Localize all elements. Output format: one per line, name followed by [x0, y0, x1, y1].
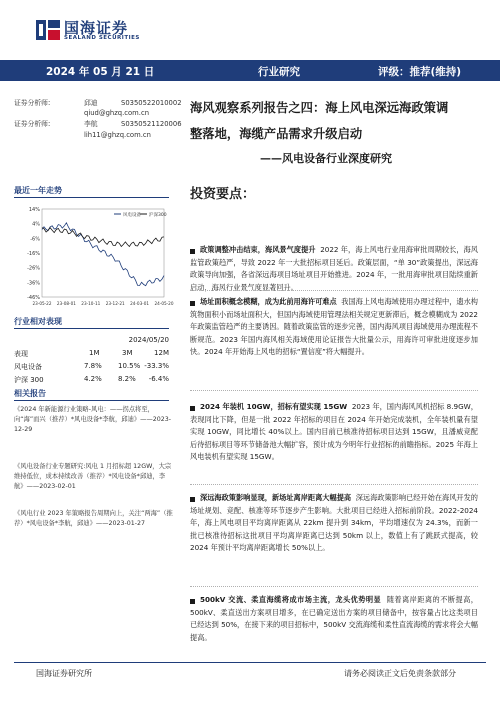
divider: [190, 586, 478, 587]
plot-frame: [42, 209, 164, 297]
x-tick-label: 23-10-11: [81, 301, 101, 306]
footer-rule: [14, 662, 486, 663]
related-report-1[interactable]: 《2024 年新能源行业策略-风电：——拐点将至，向“海”而兴（推荐）*风电设备*李航，邱迪》——2023-12-29: [14, 406, 172, 433]
report-subtitle: ——风电设备行业深度研究: [260, 152, 392, 165]
related-report-3[interactable]: 《风电行业 2023 年策略报告周期向上，关注“两海”（推荐）*风电设备*李航，邱迪》——2023-01-27: [14, 510, 173, 527]
perf-table: [14, 334, 169, 386]
legend-label: 沪深300: [149, 213, 167, 218]
report-date: 2024 年 05 月 21 日: [46, 66, 155, 78]
perf-rule: [14, 328, 169, 329]
company-logo-icon: [36, 18, 60, 42]
legend-label: 风电设备: [123, 213, 141, 218]
company-logo-text: 国海证券: [64, 19, 129, 37]
y-tick-label: -36%: [27, 280, 40, 287]
divider: [190, 484, 478, 485]
trend-rule: [14, 197, 169, 198]
related-heading: 相关报告: [14, 389, 46, 398]
key-points-heading: 投资要点：: [190, 187, 256, 202]
trend-chart: [18, 205, 174, 310]
perf-row-index: 沪深 300 4.2% 8.2% -6.4%: [14, 375, 169, 384]
x-tick-label: 24-03-01: [130, 301, 150, 306]
y-tick-label: 14%: [28, 207, 40, 213]
x-tick-label: 23-08-01: [56, 301, 76, 306]
perf-header-row: 表现 1M 3M 12M: [14, 349, 169, 358]
related-report-2[interactable]: 《风电设备行业专题研究:风电 1 月招标超 12GW，大宗维持低位，成本持续改善（推荐）*风电设备*邱迪，李航》——2023-02-01: [14, 463, 172, 490]
report-type: 行业研究: [258, 66, 300, 78]
key-point-2: 场址面积概念模糊，成为此前用海许可难点 我国海上风电海域使用办理过程中，遗水构筑物面积小而场址面积大，但国内海域使用管理法相关规定更新滞后，概念模糊成为 2022 年政策监管趋严的主要诱因。随着政策监管的逐步完善，国内海风项目海域使用办理流程不断规范。2023 年国内海风相关海域使用论证报告大批量公示，用海许可审批进度逐步加快。2024 年开始海上风电的招标“置信度”将大幅提升。: [190, 297, 478, 356]
y-tick-label: -16%: [27, 251, 40, 257]
key-point-3: 2024 年装机 10GW，招标有望实现 15GW 2023 年，国内海风风机招标 8.9GW，表现同比下降，但是一批 2022 年招标的项目在 2024 年开始完成装机，全年装机量有望实现 10GW，同比增长 40%以上。国内目前已核准待招标项目达到 15GW，且潘威竞配后待招标项目等环节储备池大幅扩容，预计成为今明年行业招标的前瞻指标。2025 年海上风电装机有望实现 15GW。: [190, 402, 478, 461]
x-tick-label: 23-12-21: [105, 301, 125, 306]
report-title-line-1: 海风观察系列报告之四：海上风电深远海政策调: [190, 100, 449, 115]
analyst-1-email[interactable]: qiud@ghzq.com.cn: [84, 109, 150, 117]
analyst-2: 证券分析师: 李航 S0350521120006: [14, 120, 182, 128]
analyst-1: 证券分析师: 邱迪 S0350522010002: [14, 99, 182, 107]
y-tick-label: -26%: [27, 265, 40, 272]
perf-date: 2024/05/20: [128, 336, 169, 344]
related-rule: [14, 400, 169, 401]
header-band: [0, 60, 500, 81]
y-tick-label: -46%: [27, 295, 40, 301]
perf-heading: 行业相对表现: [14, 317, 62, 326]
rating: 评级：推荐(维持): [378, 66, 462, 78]
divider: [190, 290, 478, 291]
key-point-4: 深远海政策影响显现，新场址离岸距离大幅提高 深远海政策影响已经开始在海风开发的场址规划、竞配、核准等环节逐步产生影响。大批项目已经进入招标前阶段。2022-2024 年，海上风电项目平均离岸距离从 22km 提升到 34km，平均增速仅为 24.3%，而新一批已核准待招标这批项目平均离岸距离已达到 50km 以上，数值上有了跳跃式提高，较 2024 年预计平均离岸距离增长 50%以上。: [190, 493, 478, 552]
key-point-5: 500kV 交流、柔直海缆将成市场主流，龙头优势明显 随着离岸距离的不断提高，500kV、柔直送出方案项目增多，在已确定送出方案的项目储备中，按容量占比这类项目已经达到 50%，在接下来的项目招标中，500kV 交流海缆和柔性直流海缆的需求将会大幅提高。: [190, 595, 478, 642]
x-tick-label: 23-05-22: [32, 301, 52, 306]
footer-disclaimer[interactable]: 请务必阅读正文后免责条款部分: [344, 669, 456, 678]
analyst-2-email[interactable]: lih11@ghzq.com.cn: [84, 131, 151, 139]
y-tick-label: 4%: [32, 221, 40, 228]
divider: [190, 390, 478, 391]
trend-heading: 最近一年走势: [14, 186, 62, 195]
series-line-1: [42, 228, 164, 247]
report-title-line-2: 整落地，海缆产品需求升级启动: [190, 126, 363, 141]
footer-left: 国海证券研究所: [36, 669, 92, 678]
perf-date-row: [14, 334, 169, 347]
y-tick-label: -6%: [30, 236, 40, 243]
perf-row-sector: 风电设备 7.8% 10.5% -33.3%: [14, 362, 169, 371]
company-logo-english: SEALAND SECURITIES: [64, 35, 140, 41]
key-point-1: 政策调整冲击结束，海风景气度提升 2022 年，海上风电行业用海审批周期较长，海风监管政策趋严，导致 2022 年一大批招标项目延后。政策层面，“单 30”政策提出，深远海政策导向加强，各省深远海项目场址项目开始推进。2024 年，一批用海审批项目陆续重新启动，海风行业景气度显著回升。: [190, 245, 478, 292]
x-tick-label: 24-05-20: [154, 301, 174, 306]
